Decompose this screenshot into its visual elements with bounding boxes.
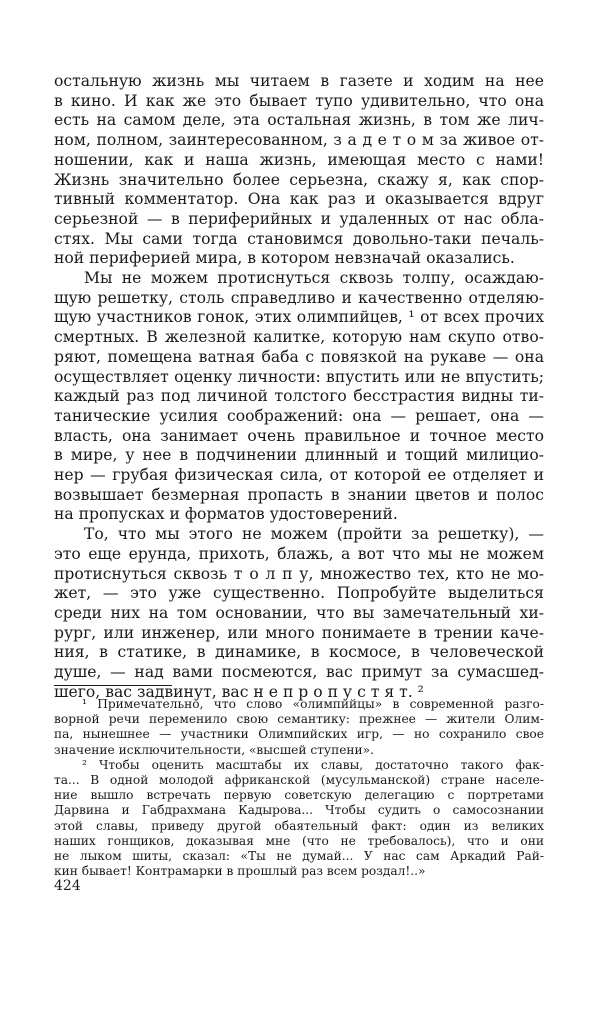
text-line: среди них на том основании, что вы замечательный хи- xyxy=(54,603,544,622)
footnote-line: наших гонщиков, доказывая мне (что не требовалось), что и они xyxy=(54,833,544,848)
footnote-separator xyxy=(54,685,172,686)
text-line: возвышает безмерная пропасть в знании цветов и полос xyxy=(54,485,544,504)
text-line: это еще ерунда, прихоть, блажь, а вот что мы не можем xyxy=(54,544,544,563)
text-line: смертных. В железной калитке, которую нам скупо отво- xyxy=(54,328,544,347)
footnote-line: значение исключительности, «высшей ступени». xyxy=(54,742,375,757)
main-text xyxy=(54,72,544,703)
text-line: щую участников гонок, этих олимпийцев, ¹ от всех прочих xyxy=(54,308,544,327)
text-line: шего, вас задвинут, вас н е п р о п у с т я т. ² xyxy=(54,682,424,701)
text-line: Жизнь значительно более серьезна, скажу я, как спор- xyxy=(54,170,544,189)
text-line: стях. Мы сами тогда становимся довольно-таки печаль- xyxy=(54,229,544,248)
text-line: ряют, помещена ватная баба с повязкой на рукаве — она xyxy=(54,347,544,366)
text-line: есть на самом деле, эта остальная жизнь, в том же лич- xyxy=(54,111,544,130)
text-line: в кино. И как же это бывает тупо удивительно, что она xyxy=(54,91,544,110)
footnote-line: та... В одной молодой африканской (мусульманской) стране населе- xyxy=(54,773,544,788)
text-line: протиснуться сквозь т о л п у, множество тех, кто не мо- xyxy=(54,564,544,583)
text-line: То, что мы этого не можем (пройти за решетку), — xyxy=(84,525,544,544)
footnote-line: ворной речи переменило свою семантику: прежнее — жители Олим- xyxy=(54,712,544,727)
text-line: Мы не можем протиснуться сквозь толпу, осаждаю- xyxy=(84,269,544,288)
text-line: ном, полном, заинтересованном, з а д е т о м за живое от- xyxy=(54,131,544,150)
text-line: остальную жизнь мы читаем в газете и ходим на нее xyxy=(54,72,544,90)
footnote-line: кин бывает! Контрамарки в прошлый раз всем роздал!..» xyxy=(54,864,426,879)
text-line: жет, — это уже существенно. Попробуйте выделиться xyxy=(54,584,544,603)
footnotes xyxy=(54,697,544,879)
text-line: в мире, у нее в подчинении длинный и тощий милицио- xyxy=(54,446,544,465)
text-line: нер — грубая физическая сила, от которой ее отделяет и xyxy=(54,466,544,485)
footnote-line: па, нынешнее — участники Олимпийских игр, — но сохранило свое xyxy=(54,727,544,742)
footnote-line: не лыком шиты, сказал: «Ты не думай... У нас сам Аркадий Рай- xyxy=(54,849,544,864)
text-line: осуществляет оценку личности: впустить или не впустить; xyxy=(54,367,544,386)
text-line: на пропусках и форматов удостоверений. xyxy=(54,505,398,524)
text-line: танические усилия соображений: она — решает, она — xyxy=(54,406,544,425)
footnote-line: ние вышло встречать первую советскую делегацию с портретами xyxy=(54,788,544,803)
text-line: серьезной — в периферийных и удаленных от нас обла- xyxy=(54,209,544,228)
footnote-line: ¹ Примечательно, что слово «олимпийцы» в современной разго- xyxy=(82,697,544,711)
footnote-line: этой славы, приведу другой обаятельный факт: один из великих xyxy=(54,818,544,833)
text-line: рург, или инженер, или много понимаете в трении каче- xyxy=(54,623,544,642)
footnote-line: ² Чтобы оценить масштабы их славы, достаточно такого фак- xyxy=(82,757,544,772)
page-number: 424 xyxy=(54,878,81,894)
text-line: каждый раз под личиной толстого бесстрастия видны ти- xyxy=(54,387,544,406)
text-line: душе, — над вами посмеются, вас примут за сумасшед- xyxy=(54,663,544,682)
text-line: власть, она занимает очень правильное и точное место xyxy=(54,426,544,445)
footnote-line: Дарвина и Габдрахмана Кадырова... Чтобы судить о самосознании xyxy=(54,803,544,818)
text-line: тивный комментатор. Она как раз и оказывается вдруг xyxy=(54,190,544,209)
text-line: щую решетку, столь справедливо и качественно отделяю- xyxy=(54,288,544,307)
text-line: ния, в статике, в динамике, в космосе, в человеческой xyxy=(54,643,544,662)
text-line: ной периферией мира, в котором невзначай оказались. xyxy=(54,249,515,268)
text-line: ношении, как и наша жизнь, имеющая место с нами! xyxy=(54,150,544,169)
